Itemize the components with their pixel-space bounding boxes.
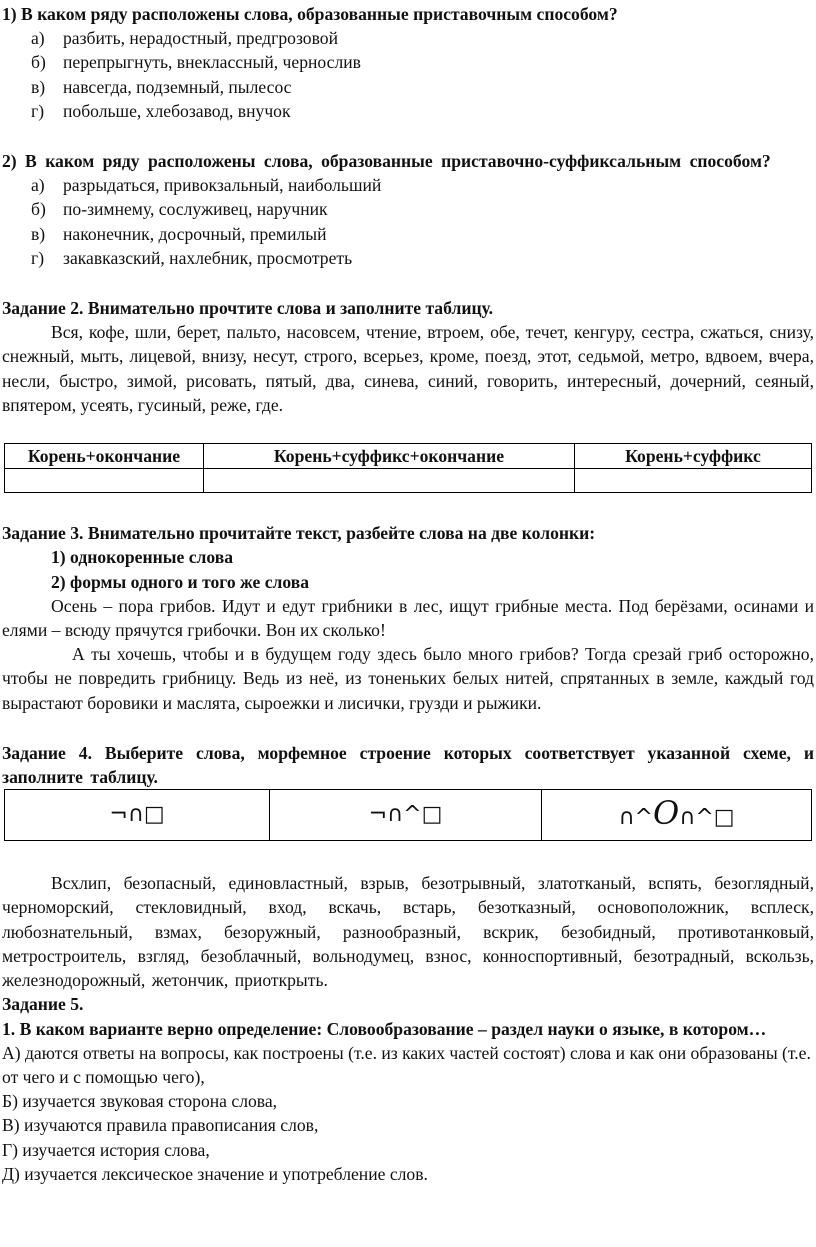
- scheme-connecting-vowel-icon: O: [652, 793, 680, 832]
- q2-option-c: в) наконечник, досрочный, премилый: [31, 223, 327, 244]
- task2-cell-1[interactable]: [5, 469, 204, 493]
- scheme-prefix-root-ending-icon: ¬∩□: [109, 802, 165, 828]
- task2-table: [4, 443, 812, 493]
- task2-header-3: Корень+суффикс: [575, 444, 812, 469]
- task2-title: Задание 2. Внимательно прочтите слова и заполните таблицу.: [2, 298, 494, 319]
- task5-option-e: Д) изучается лексическое значение и употребление слов.: [2, 1163, 428, 1184]
- scheme-cell-3: [542, 790, 812, 841]
- task3-item-1: 1) однокоренные слова: [51, 547, 234, 568]
- task2-cell-2[interactable]: [204, 469, 575, 493]
- task3-item-2: 2) формы одного и того же слова: [51, 571, 310, 592]
- task4-table: [4, 789, 812, 841]
- scheme-root-suffix-ending-icon: ∩^□: [679, 804, 735, 830]
- scheme-prefix-root-suffix-ending-icon: ¬∩^□: [368, 802, 443, 828]
- task2-word-list: Вся, кофе, шли, берет, пальто, насовсем, чтение, втроем, обе, течет, кенгуру, сестра, сжаться, снизу, снежный, мыть, лицевой, внизу, несут, строго, всерьез, кроме, поезд, этот, седьмой, метро, вдвоем, вчера, несли, быстро, зимой, рисовать, пятый, два, синева, синий, говорить, интересный, дочерний, сеяный, впятером, усеять, гусиный, реже, где.: [2, 322, 814, 415]
- task5-option-a: А) даются ответы на вопросы, как построены (т.е. из каких частей состоят) слова и как они образованы (т.е. от чего и с помощью чего),: [2, 1042, 811, 1087]
- q2-option-d: г) закавказский, нахлебник, просмотреть: [31, 247, 353, 268]
- scheme-root-suffix-icon: ∩^: [618, 804, 653, 830]
- task2-header-1: Корень+окончание: [5, 444, 204, 469]
- q1-title: 1) В каком ряду расположены слова, образованные приставочным способом?: [2, 4, 618, 24]
- q1-option-a: а) разбить, нерадостный, предгрозовой: [31, 28, 338, 49]
- scheme-cell-1: [5, 790, 270, 841]
- q2-title: 2) В каком ряду расположены слова, образованные приставочно-суффиксальным способом?: [2, 151, 771, 172]
- task5-option-c: В) изучаются правила правописания слов,: [2, 1115, 319, 1136]
- task5-option-b: Б) изучается звуковая сторона слова,: [2, 1091, 278, 1112]
- task4-title: Задание 4. Выберите слова, морфемное строение которых соответствует указанной схеме, и заполните таблицу.: [2, 742, 814, 788]
- task3-title: Задание 3. Внимательно прочитайте текст, разбейте слова на две колонки:: [2, 523, 596, 544]
- task5-title: Задание 5.: [2, 994, 84, 1015]
- q2-option-b: б) по-зимнему, сослуживец, наручник: [31, 199, 328, 220]
- task3-paragraph-1: Осень – пора грибов. Идут и едут грибники в лес, ищут грибные места. Под берёзами, осинами и елями – всюду прячутся грибочки. Вон их сколько!: [2, 595, 814, 641]
- task5-question: 1. В каком варианте верно определение: Словообразование – раздел науки о языке, в котором…: [2, 1018, 767, 1039]
- q1-option-b: б) перепрыгнуть, внеклассный, чернослив: [31, 52, 361, 73]
- task5-option-d: Г) изучается история слова,: [2, 1139, 210, 1160]
- q1-option-c: в) навсегда, подземный, пылесос: [31, 76, 292, 97]
- q1-option-d: г) побольше, хлебозавод, внучок: [31, 100, 291, 121]
- document-page: [2, 2, 814, 1186]
- q2-option-a: а) разрыдаться, привокзальный, наибольший: [31, 175, 382, 196]
- task2-header-2: Корень+суффикс+окончание: [204, 444, 575, 469]
- task2-cell-3[interactable]: [575, 469, 812, 493]
- task3-paragraph-2: А ты хочешь, чтобы и в будущем году здесь было много грибов? Тогда срезай гриб осторожно, чтобы не повредить грибницу. Ведь из неё, из тоненьких белых нитей, спрятанных в земле, каждый год вырастают боровики и маслята, сыроежки и лисички, грузди и рыжики.: [2, 644, 814, 713]
- task4-word-list: Всхлип, безопасный, единовластный, взрыв, безотрывный, златотканый, вспять, безоглядный, черноморский, стекловидный, вход, вскачь, встарь, безотказный, основоположник, всплеск, любознательный, взмах, безоружный, разнообразный, вскрик, безобидный, противотанковый, метростроитель, взгляд, безоблачный, вольнодумец, взнос, конноспортивный, безотрадный, вскользь, железнодорожный, жетончик, приоткрыть.: [2, 873, 814, 991]
- scheme-cell-2: [270, 790, 542, 841]
